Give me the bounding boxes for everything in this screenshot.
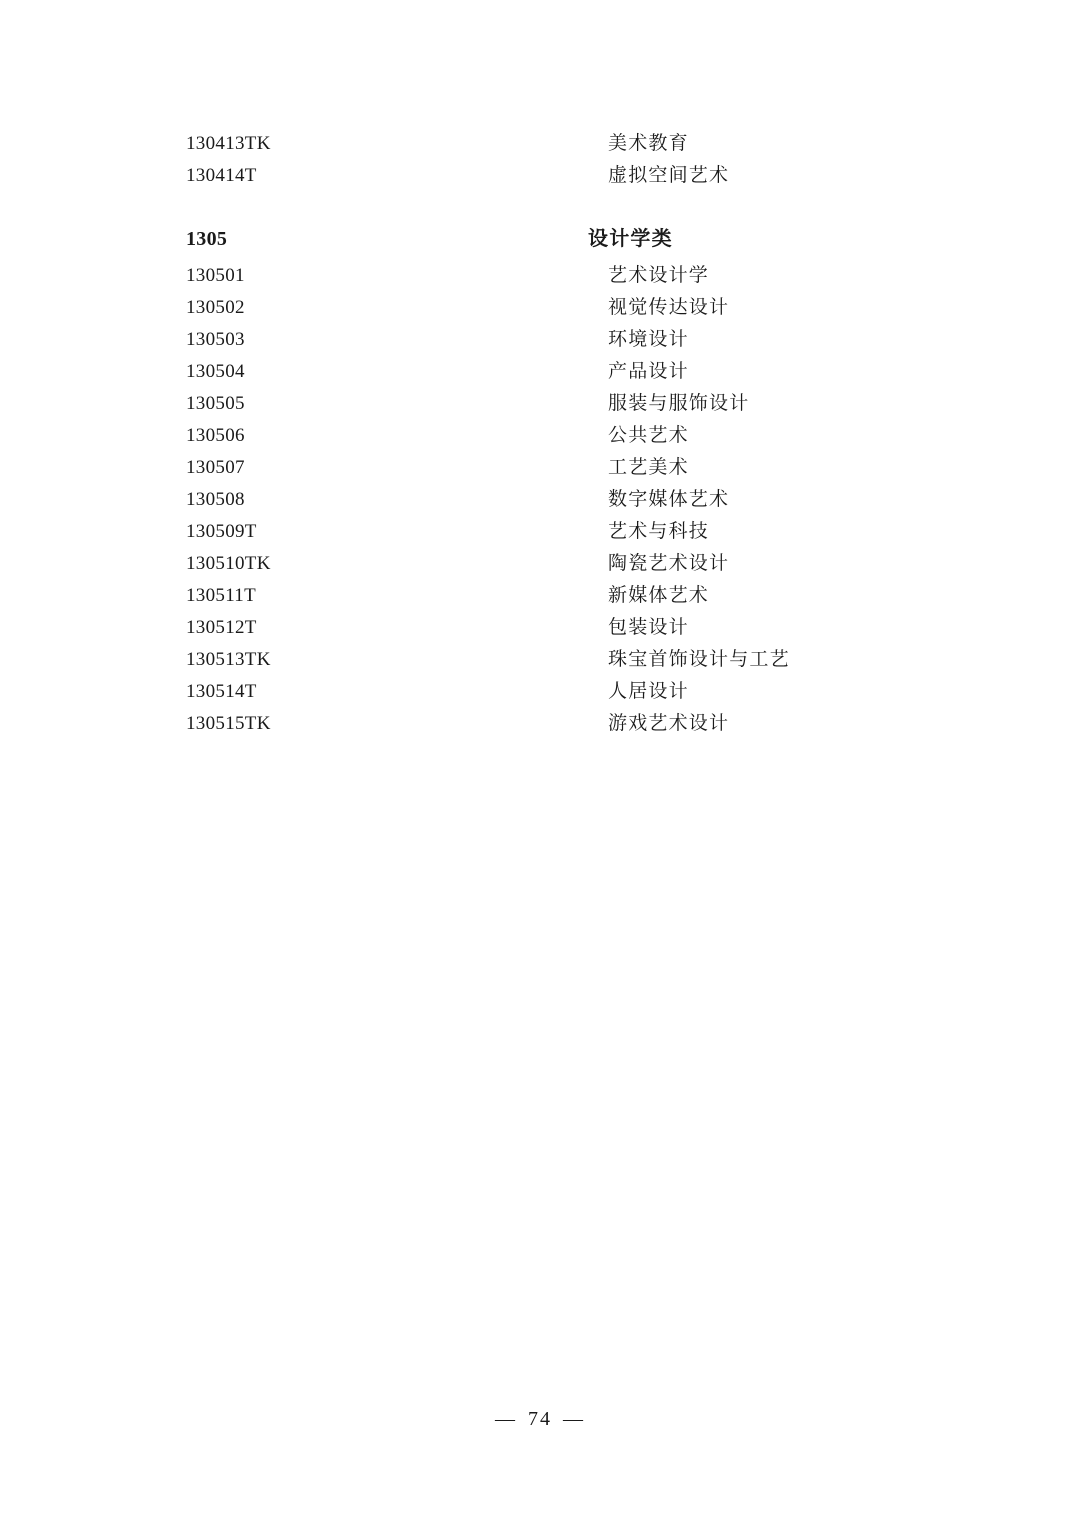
page-footer [0, 1408, 1080, 1431]
major-code: 130510TK [186, 553, 271, 574]
list-item [186, 708, 946, 740]
list-item [186, 452, 946, 484]
major-name: 艺术与科技 [608, 521, 710, 542]
page-number: 74 [528, 1408, 552, 1430]
footer-right-dash: — [563, 1408, 585, 1430]
list-item [186, 580, 946, 612]
footer-left-dash: — [495, 1408, 517, 1430]
list-item [186, 612, 946, 644]
major-code: 130512T [186, 617, 257, 638]
major-code: 130508 [186, 489, 245, 510]
major-name: 美术教育 [608, 133, 689, 154]
group-heading [186, 222, 946, 260]
major-name: 包装设计 [608, 617, 689, 638]
major-name: 新媒体艺术 [608, 585, 710, 606]
major-name: 陶瓷艺术设计 [608, 553, 730, 574]
list-item [186, 420, 946, 452]
major-name: 虚拟空间艺术 [608, 165, 730, 186]
group-name: 设计学类 [588, 228, 673, 250]
major-code: 130501 [186, 265, 245, 286]
list-item [186, 356, 946, 388]
major-name: 人居设计 [608, 681, 689, 702]
major-code: 130505 [186, 393, 245, 414]
major-name: 数字媒体艺术 [608, 489, 730, 510]
major-name: 视觉传达设计 [608, 297, 730, 318]
list-item [186, 644, 946, 676]
list-item [186, 160, 946, 192]
major-name: 服装与服饰设计 [608, 393, 750, 414]
list-item [186, 292, 946, 324]
major-code: 130514T [186, 681, 257, 702]
major-name: 珠宝首饰设计与工艺 [608, 649, 790, 670]
major-name: 游戏艺术设计 [608, 713, 730, 734]
major-code: 130503 [186, 329, 245, 350]
major-code: 130414T [186, 165, 257, 186]
major-name: 环境设计 [608, 329, 689, 350]
list-item [186, 260, 946, 292]
major-code: 130507 [186, 457, 245, 478]
major-code: 130511T [186, 585, 257, 606]
major-code: 130413TK [186, 133, 271, 154]
major-name: 艺术设计学 [608, 265, 710, 286]
major-code: 130504 [186, 361, 245, 382]
list-item [186, 128, 946, 160]
major-code: 130506 [186, 425, 245, 446]
major-code: 130515TK [186, 713, 271, 734]
list-item [186, 388, 946, 420]
list-item [186, 516, 946, 548]
list-item [186, 324, 946, 356]
list-item [186, 676, 946, 708]
major-list [186, 128, 946, 740]
major-name: 工艺美术 [608, 457, 689, 478]
major-code: 130509T [186, 521, 257, 542]
major-code: 130502 [186, 297, 245, 318]
list-item [186, 548, 946, 580]
major-name: 产品设计 [608, 361, 689, 382]
major-name: 公共艺术 [608, 425, 689, 446]
group-code: 1305 [186, 228, 228, 250]
major-code: 130513TK [186, 649, 271, 670]
list-item [186, 484, 946, 516]
